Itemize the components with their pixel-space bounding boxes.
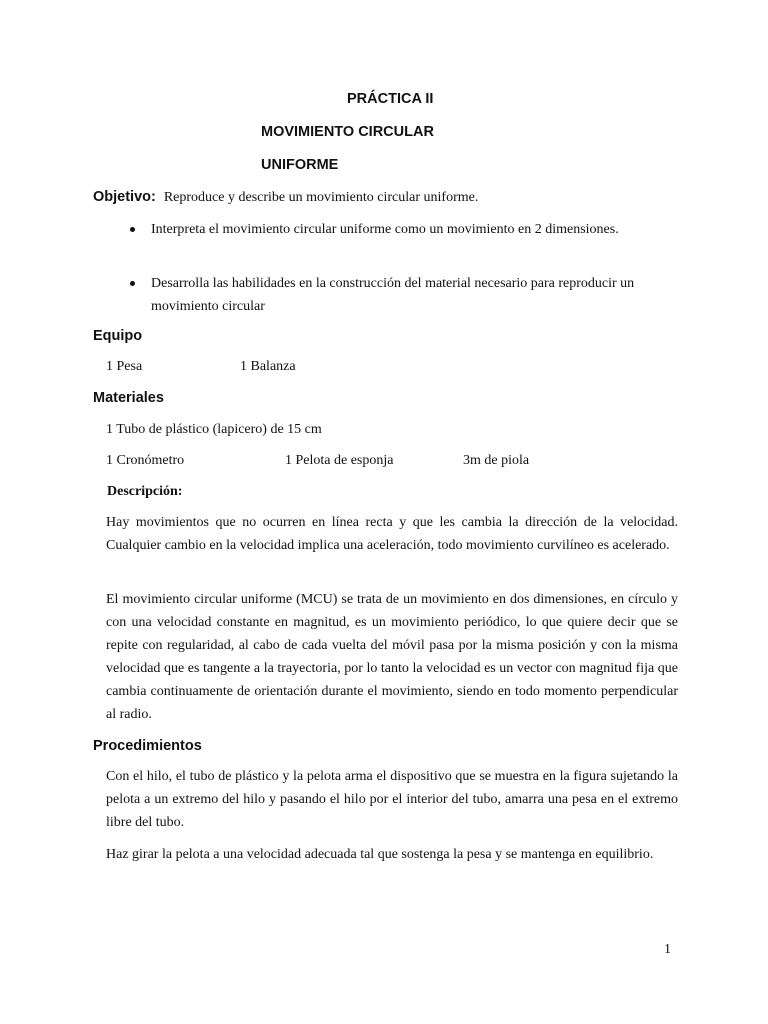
materiales-item-cronometro: 1 Cronómetro (106, 453, 185, 468)
procedimientos-heading: Procedimientos (93, 738, 202, 754)
descripcion-heading: Descripción: (107, 484, 183, 499)
materiales-item-piola: 3m de piola (463, 453, 530, 468)
procedimientos-paragraph-1: Con el hilo, el tubo de plástico y la pelota arma el dispositivo que se muestra en la figura sujetando la pelota a un extremo del hilo y pasando el hilo por el interior del tubo, amarra una pesa en el extremo libre del tubo. (106, 769, 678, 830)
page-number: 1 (664, 942, 671, 957)
procedimientos-paragraph-2: Haz girar la pelota a una velocidad adecuada tal que sostenga la pesa y se mantenga en equilibrio. (106, 847, 654, 862)
title-line-2: MOVIMIENTO CIRCULAR (261, 124, 434, 140)
materiales-item-pelota: 1 Pelota de esponja (285, 453, 394, 468)
equipo-heading: Equipo (93, 328, 143, 344)
equipo-item-1: 1 Pesa (106, 359, 143, 374)
descripcion-paragraph-2: El movimiento circular uniforme (MCU) se trata de un movimiento en dos dimensiones, en círculo y con una velocidad constante en magnitud, es un movimiento periódico, lo que quiere decir que se repite con regularidad, al cabo de cada vuelta del móvil pasa por la misma posición y con la misma velocidad que es tangente a la trayectoria, por lo tanto la velocidad es un vector con magnitud fija que cambia continuamente de orientación durante el movimiento, siendo en todo momento perpendicular al radio. (106, 592, 678, 722)
materiales-line-1: 1 Tubo de plástico (lapicero) de 15 cm (106, 422, 322, 437)
objective-text: Reproduce y describe un movimiento circular uniforme. (163, 190, 479, 205)
bullet-dot-icon (130, 227, 135, 232)
objective-label: Objetivo: (93, 189, 156, 205)
equipo-item-2: 1 Balanza (240, 359, 296, 374)
title-line-1: PRÁCTICA II (347, 91, 434, 107)
bullet-item-1: Interpreta el movimiento circular uniforme como un movimiento en 2 dimensiones. (151, 222, 619, 237)
objective-line (93, 188, 478, 206)
title-line-3: UNIFORME (261, 157, 339, 173)
descripcion-paragraph-1: Hay movimientos que no ocurren en línea recta y que les cambia la dirección de la velocidad. Cualquier cambio en la velocidad implica una aceleración, todo movimiento curvilíneo es acelerado. (106, 515, 678, 553)
materiales-heading: Materiales (93, 390, 164, 406)
bullet-item-2: Desarrolla las habilidades en la construcción del material necesario para reproducir un movimiento circular (151, 276, 635, 314)
bullet-dot-icon (130, 281, 135, 286)
